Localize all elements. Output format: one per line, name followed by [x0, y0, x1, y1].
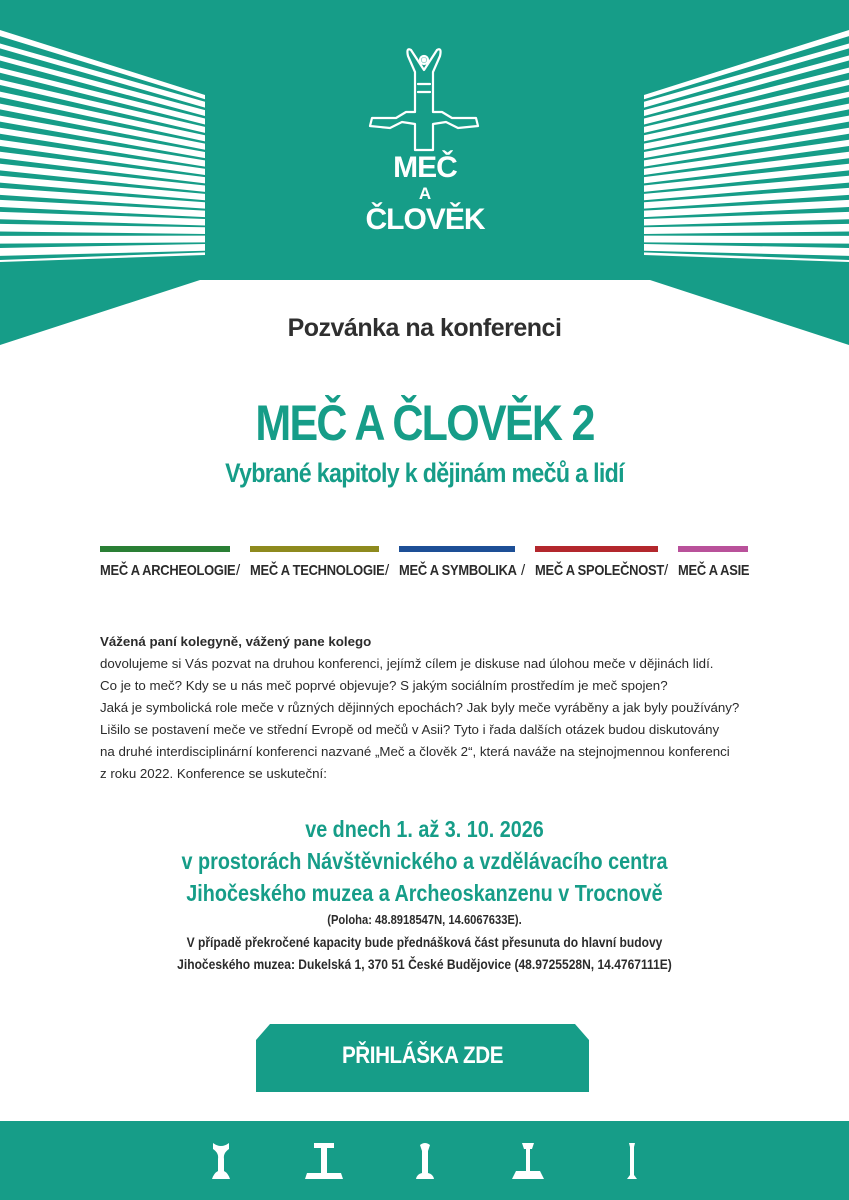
sword-hilt-icon	[624, 1141, 640, 1181]
topic-bar	[399, 546, 515, 552]
letter-line: Jaká je symbolická role meče v různých dějinných epochách? Jak byly meče vyráběny a jak byly používány?	[100, 700, 740, 715]
topic-separator: /	[385, 562, 390, 579]
header-banner	[0, 0, 849, 345]
logo-line-2: A	[418, 184, 432, 203]
event-date: ve dnech 1. až 3. 10. 2026	[305, 816, 544, 842]
invitation-letter	[100, 631, 760, 785]
invitation-heading: Pozvánka na konferenci	[287, 314, 562, 342]
letter-line: z roku 2022. Konference se uskuteční:	[100, 766, 327, 781]
page-title: MEČ A ČLOVĚK 2	[255, 395, 594, 451]
footer-band	[0, 1121, 849, 1200]
event-gps: (Poloha: 48.8918547N, 14.6067633E).	[327, 912, 522, 927]
topic-separator: /	[236, 562, 241, 579]
event-place-line-2: Jihočeského muzea a Archeoskanzenu v Trocnově	[186, 880, 663, 906]
event-note-line-2: Jihočeského muzea: Dukelská 1, 370 51 České Budějovice (48.9725528N, 14.4767111E)	[177, 956, 672, 972]
page-subtitle: Vybrané kapitoly k dějinám mečů a lidí	[225, 458, 624, 488]
topic-separator: /	[664, 562, 669, 579]
topic-label: MEČ A SPOLEČNOST	[535, 562, 664, 579]
topic-label: MEČ A ASIE	[678, 562, 750, 579]
topic-society	[535, 546, 664, 579]
logo-line-1: MEČ	[393, 151, 457, 184]
topic-bar	[678, 546, 748, 552]
letter-line: Co je to meč? Kdy se u nás meč poprvé objevuje? S jakým sociálním prostředím je meč spojen?	[100, 678, 668, 693]
topic-label: MEČ A ARCHEOLOGIE	[100, 562, 236, 579]
topic-list	[100, 546, 750, 586]
topic-bar	[100, 546, 230, 552]
topic-label: MEČ A SYMBOLIKA	[399, 562, 517, 579]
logo-line-3: ČLOVĚK	[365, 203, 485, 236]
registration-button[interactable]	[256, 1024, 589, 1092]
event-place-line-1: v prostorách Návštěvnického a vzdělávacího centra	[181, 848, 668, 874]
topic-symbolism	[399, 546, 517, 579]
sword-hilt-icon	[414, 1141, 436, 1181]
sword-hilt-icon	[510, 1141, 546, 1181]
sword-hilt-icon	[208, 1141, 234, 1181]
sword-hilt-icon	[303, 1141, 345, 1181]
letter-line: dovolujeme si Vás pozvat na druhou konferenci, jejímž cílem je diskuse nad úlohou meče v dějinách lidí.	[100, 656, 714, 671]
letter-greeting: Vážená paní kolegyně, vážený pane kolego	[100, 634, 372, 649]
topic-archeology	[100, 546, 236, 579]
letter-line: Lišilo se postavení meče ve střední Evropě od mečů v Asii? Tyto i řada dalších otázek budou diskutovány	[100, 722, 720, 737]
letter-line: na druhé interdisciplinární konferenci nazvané „Meč a člověk 2“, která naváže na stejnojmennou konferenci	[100, 744, 730, 759]
topic-bar	[535, 546, 658, 552]
topic-technology	[250, 546, 385, 579]
topic-label: MEČ A TECHNOLOGIE	[250, 562, 385, 579]
event-details	[0, 813, 849, 975]
topic-bar	[250, 546, 379, 552]
registration-button-label: PŘIHLÁŠKA ZDE	[341, 1042, 504, 1069]
topic-asia	[678, 546, 750, 579]
logo-wordmark	[340, 152, 510, 236]
event-note-line-1: V případě překročené kapacity bude přednášková část přesunuta do hlavní budovy	[186, 934, 663, 950]
topic-separator: /	[521, 562, 526, 579]
